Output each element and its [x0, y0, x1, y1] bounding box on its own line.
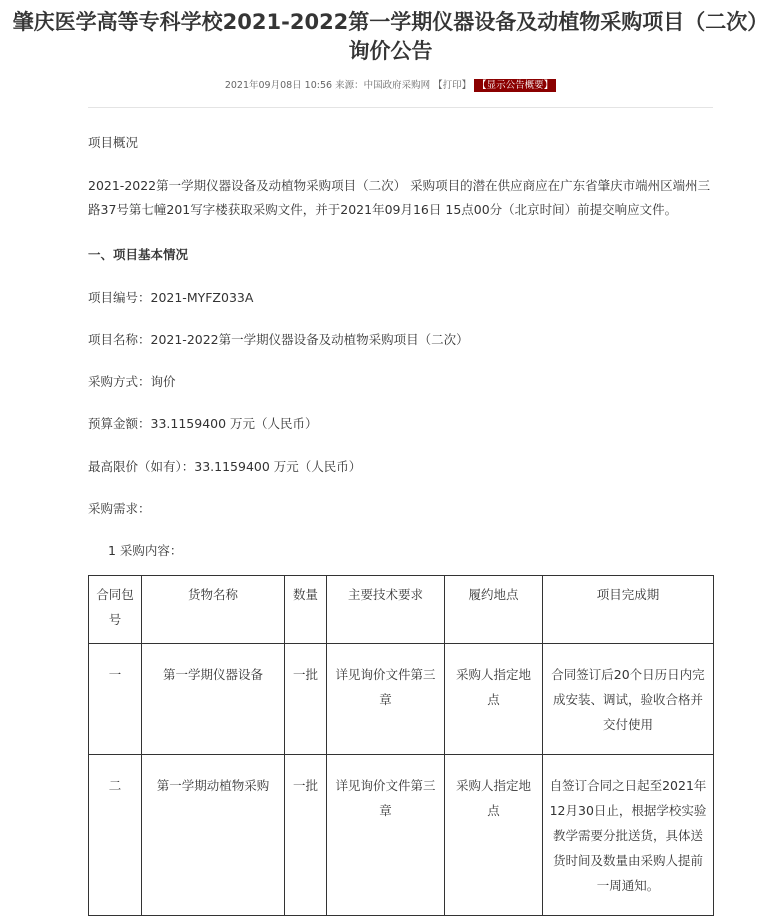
- procurement-table: [88, 575, 714, 916]
- table-cell: 一: [89, 644, 142, 755]
- header-divider: [88, 107, 713, 108]
- header-cell: 合同包号: [89, 576, 142, 644]
- project-name: 项目名称：2021-2022第一学期仪器设备及动植物采购项目（二次）: [88, 332, 469, 347]
- show-summary-button[interactable]: 【显示公告概要】: [474, 79, 556, 92]
- content-heading: 1 采购内容：: [108, 543, 183, 558]
- table-cell: 第一学期仪器设备: [142, 644, 285, 755]
- table-cell: 详见询价文件第三章: [327, 755, 445, 916]
- header-cell: 项目完成期: [543, 576, 714, 644]
- table-row: [89, 644, 714, 755]
- table-row: [89, 755, 714, 916]
- header-cell: 数量: [285, 576, 327, 644]
- header-cell: 履约地点: [445, 576, 543, 644]
- table-cell: 详见询价文件第三章: [327, 644, 445, 755]
- table-cell: 合同签订后20个日历日内完成安装、调试，验收合格并交付使用: [543, 644, 714, 755]
- budget-amount: 预算金额：33.1159400 万元（人民币）: [88, 416, 318, 431]
- requirements-heading: 采购需求：: [88, 501, 151, 516]
- table-header-row: [89, 576, 714, 644]
- overview-text: 2021-2022第一学期仪器设备及动植物采购项目（二次） 采购项目的潜在供应商应在广东省肇庆市端州区端州三路37号第七幢201写字楼获取采购文件，并于2021年09月16日 15点00分（北京时间）前提交响应文件。: [88, 178, 711, 217]
- project-number: 项目编号：2021-MYFZ033A: [88, 290, 254, 305]
- table-cell: 二: [89, 755, 142, 916]
- header-cell: 主要技术要求: [327, 576, 445, 644]
- publish-info: 2021年09月08日 10:56 来源：中国政府采购网: [224, 80, 434, 91]
- table-cell: 采购人指定地点: [445, 644, 543, 755]
- section-heading-basic-info: 一、项目基本情况: [88, 247, 189, 262]
- article-meta: [0, 79, 781, 93]
- table-cell: 第一学期动植物采购: [142, 755, 285, 916]
- table-cell: 自签订合同之日起至2021年12月30日止，根据学校实验教学需要分批送货，具体送货时间及数量由采购人提前一周通知。: [543, 755, 714, 916]
- table-cell: 一批: [285, 755, 327, 916]
- procurement-method: 采购方式：询价: [88, 374, 176, 389]
- table-cell: 一批: [285, 644, 327, 755]
- page-title: 肇庆医学高等专科学校2021-2022第一学期仪器设备及动植物采购项目（二次）询价公告: [12, 10, 769, 63]
- print-link[interactable]: 【打印】: [433, 80, 472, 91]
- header-cell: 货物名称: [142, 576, 285, 644]
- table-cell: 采购人指定地点: [445, 755, 543, 916]
- max-price: 最高限价（如有）：33.1159400 万元（人民币）: [88, 459, 362, 474]
- overview-heading: 项目概况: [88, 135, 139, 150]
